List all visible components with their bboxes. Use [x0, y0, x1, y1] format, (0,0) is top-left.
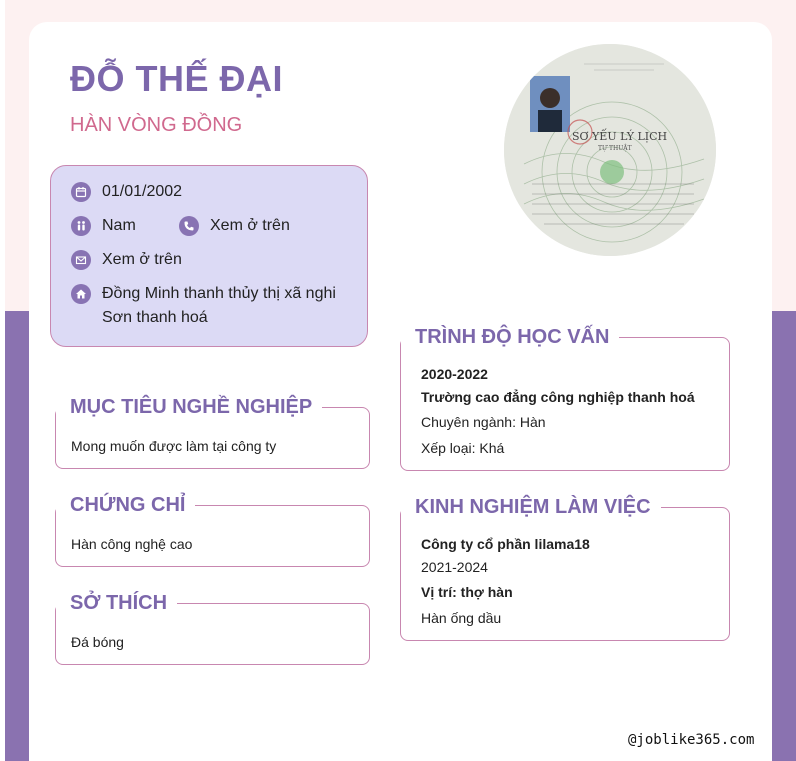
avatar [504, 44, 716, 256]
footer-handle: @joblike365.com [628, 732, 755, 748]
education-rank: Xếp loại: Khá [421, 440, 505, 456]
birthday-value: 01/01/2002 [102, 183, 183, 200]
phone-row [179, 214, 290, 238]
phone-value: Xem ở trên [210, 217, 290, 234]
address-row [71, 282, 336, 330]
birthday-row [71, 180, 182, 204]
address-line-2: Sơn thanh hoá [102, 309, 208, 326]
email-value: Xem ở trên [102, 251, 182, 268]
certificates-text: Hàn công nghệ cao [71, 536, 193, 552]
gender-icon [71, 216, 91, 236]
experience-title: KINH NGHIỆM LÀM VIỆC [401, 494, 661, 520]
candidate-position: HÀN VÒNG ĐỒNG [70, 114, 243, 136]
certificates-title: CHỨNG CHỈ [56, 492, 195, 518]
calendar-icon [71, 182, 91, 202]
education-details [421, 363, 695, 459]
education-period: 2020-2022 [421, 366, 488, 382]
home-icon [71, 284, 91, 304]
hobbies-title: SỞ THÍCH [56, 590, 177, 616]
education-major: Chuyên ngành: Hàn [421, 414, 546, 430]
svg-text:SƠ YẾU LÝ LỊCH: SƠ YẾU LÝ LỊCH [572, 130, 668, 143]
experience-role: Vị trí: thợ hàn [421, 584, 513, 600]
address-line-1: Đồng Minh thanh thủy thị xã nghi [102, 285, 336, 302]
gender-value: Nam [102, 217, 136, 234]
objective-text: Mong muốn được làm tại công ty [71, 438, 277, 454]
email-row [71, 248, 182, 272]
phone-icon [179, 216, 199, 236]
address-value [102, 282, 336, 330]
gender-row [71, 214, 136, 238]
candidate-name: ĐỖ THẾ ĐẠI [70, 58, 284, 99]
experience-company: Công ty cổ phần lilama18 [421, 536, 590, 552]
hobbies-text: Đá bóng [71, 634, 124, 650]
svg-text:TỰ THUẬT: TỰ THUẬT [598, 145, 632, 152]
education-school: Trường cao đẳng công nghiệp thanh hoá [421, 389, 695, 405]
mail-icon [71, 250, 91, 270]
experience-period: 2021-2024 [421, 559, 488, 575]
objective-title: MỤC TIÊU NGHỀ NGHIỆP [56, 394, 322, 420]
experience-description: Hàn ống dầu [421, 610, 502, 626]
education-title: TRÌNH ĐỘ HỌC VẤN [401, 324, 619, 350]
experience-details [421, 533, 590, 629]
avatar-image [504, 44, 716, 256]
